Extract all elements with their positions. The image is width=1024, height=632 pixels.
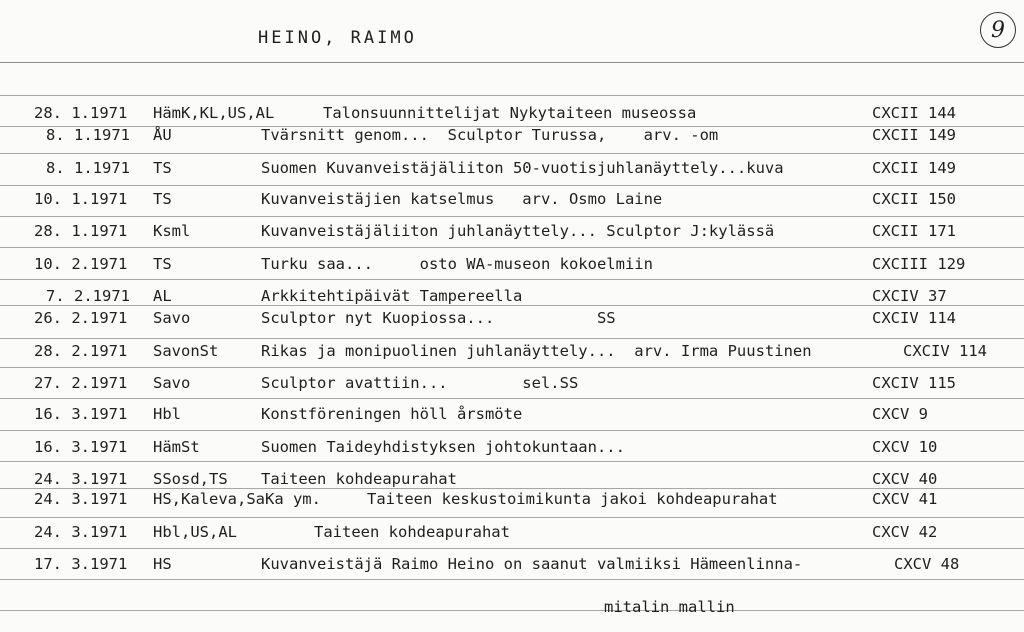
- entry-date: 28. 1.1971: [34, 222, 128, 240]
- ruled-line: [0, 610, 1024, 611]
- entry-text: Kuvanveistäjä Raimo Heino on saanut valmiiksi Hämeenlinna-: [261, 555, 803, 573]
- entry-ref: CXCV 10: [872, 438, 938, 456]
- card-title: HEINO, RAIMO: [258, 28, 417, 48]
- entry-date: 8. 1.1971: [46, 159, 130, 177]
- entry-date: 17. 3.1971: [34, 555, 128, 573]
- entry-ref: CXCIV 114: [903, 342, 987, 360]
- entry-date: 24. 3.1971: [34, 523, 128, 541]
- entry-text: Taiteen kohdeapurahat: [261, 470, 457, 488]
- entry-date: 24. 3.1971: [34, 490, 128, 508]
- entry-text: Rikas ja monipuolinen juhlanäyttely... arv. Irma Puustinen: [261, 342, 812, 360]
- entry-ref: CXCII 144: [872, 104, 956, 122]
- entry-text: Tvärsnitt genom... Sculptor Turussa, arv. -om: [261, 126, 719, 144]
- entry-source: Hbl,US,AL: [153, 523, 237, 541]
- entry-date: 10. 2.1971: [34, 255, 128, 273]
- ruled-line: [0, 398, 1024, 399]
- ruled-line: [0, 95, 1024, 96]
- entry-date: 28. 2.1971: [34, 342, 128, 360]
- entry-date: 16. 3.1971: [34, 438, 128, 456]
- entry-ref: CXCII 149: [872, 126, 956, 144]
- entry-ref: CXCIV 37: [872, 287, 947, 305]
- entry-text: Sculptor nyt Kuopiossa... SS: [261, 309, 616, 327]
- entry-text: Suomen Taideyhdistyksen johtokuntaan...: [261, 438, 625, 456]
- header-rule: [0, 62, 1024, 63]
- ruled-line: [0, 338, 1024, 339]
- entry-source: HämK,KL,US,AL: [153, 104, 275, 122]
- entry-source: Savo: [153, 309, 191, 327]
- entry-ref: CXCV 41: [872, 490, 938, 508]
- ruled-line: [0, 279, 1024, 280]
- ruled-line: [0, 461, 1024, 462]
- entry-text: Turku saa... osto WA-museon kokoelmiin: [261, 255, 653, 273]
- entry-ref: CXCV 42: [872, 523, 938, 541]
- entry-ref: CXCIV 115: [872, 374, 956, 392]
- entry-ref: CXCIV 114: [872, 309, 956, 327]
- ruled-line: [0, 517, 1024, 518]
- ruled-line: [0, 579, 1024, 580]
- entry-source: Savo: [153, 374, 191, 392]
- entry-ref: CXCII 149: [872, 159, 956, 177]
- entry-source: TS: [153, 159, 172, 177]
- ruled-line: [0, 185, 1024, 186]
- entry-ref: CXCII 171: [872, 222, 956, 240]
- entry-ref: CXCII 150: [872, 190, 956, 208]
- entry-source: HämSt: [153, 438, 200, 456]
- entry-date: 8. 1.1971: [46, 126, 130, 144]
- ruled-line: [0, 548, 1024, 549]
- ruled-line: [0, 216, 1024, 217]
- entry-text: Taiteen kohdeapurahat: [314, 523, 510, 541]
- entry-text: Arkkitehtipäivät Tampereella: [261, 287, 523, 305]
- ruled-line: [0, 367, 1024, 368]
- entry-date: 26. 2.1971: [34, 309, 128, 327]
- entry-date: 27. 2.1971: [34, 374, 128, 392]
- ruled-line: [0, 247, 1024, 248]
- entry-ref: CXCV 48: [894, 555, 960, 573]
- ruled-line: [0, 488, 1024, 489]
- entry-source: Hbl: [153, 405, 181, 423]
- entry-source: HS: [153, 555, 172, 573]
- entry-ref: CXCV 40: [872, 470, 938, 488]
- entry-date: 28. 1.1971: [34, 104, 128, 122]
- entry-text: Kuvanveistäjäliiton juhlanäyttely... Sculptor J:kylässä: [261, 222, 775, 240]
- entry-text: Taiteen keskustoimikunta jakoi kohdeapurahat: [367, 490, 778, 508]
- entry-date: 24. 3.1971: [34, 470, 128, 488]
- entry-source: Ksml: [153, 222, 191, 240]
- entry-source: AL: [153, 287, 172, 305]
- entry-date: 16. 3.1971: [34, 405, 128, 423]
- entry-source: SSosd,TS: [153, 470, 228, 488]
- entry-source: SavonSt: [153, 342, 219, 360]
- entry-source: HS,Kaleva,SaKa ym.: [153, 490, 321, 508]
- entry-text: Konstföreningen höll årsmöte: [261, 405, 523, 423]
- entry-source: ÅU: [153, 126, 172, 144]
- continuation-text: mitalin mallin: [604, 598, 735, 616]
- entry-text: Suomen Kuvanveistäjäliiton 50-vuotisjuhlanäyttely...kuva: [261, 159, 784, 177]
- entry-date: 10. 1.1971: [34, 190, 128, 208]
- ruled-line: [0, 430, 1024, 431]
- entry-text: Talonsuunnittelijat Nykytaiteen museossa: [323, 104, 697, 122]
- entry-ref: CXCIII 129: [872, 255, 966, 273]
- entry-source: TS: [153, 190, 172, 208]
- entry-date: 7. 2.1971: [46, 287, 130, 305]
- page-number: 9: [991, 17, 1005, 43]
- ruled-line: [0, 305, 1024, 306]
- entry-source: TS: [153, 255, 172, 273]
- entry-text: Kuvanveistäjien katselmus arv. Osmo Laine: [261, 190, 663, 208]
- entry-ref: CXCV 9: [872, 405, 928, 423]
- page-number-badge: [980, 12, 1016, 48]
- entry-text: Sculptor avattiin... sel.SS: [261, 374, 579, 392]
- ruled-line: [0, 153, 1024, 154]
